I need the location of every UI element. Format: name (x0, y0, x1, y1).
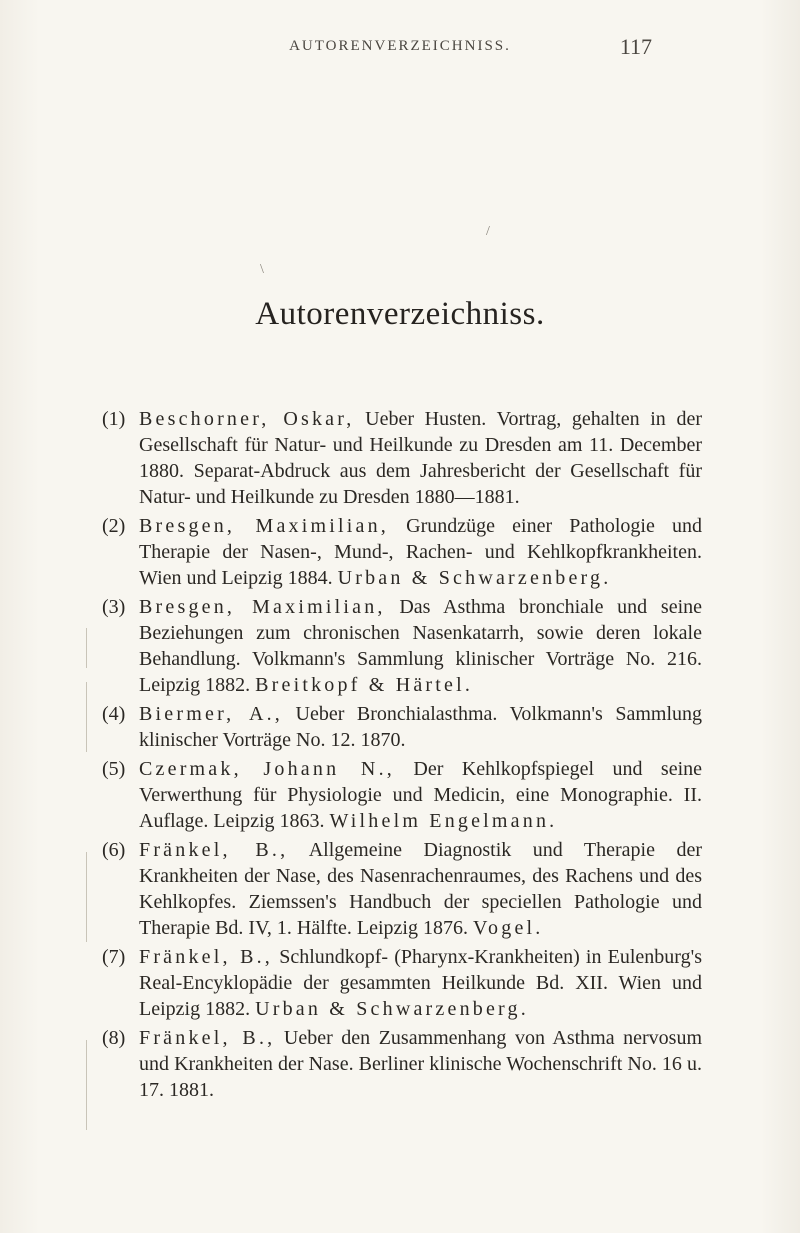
entry-author: Biermer, A., (139, 703, 283, 725)
margin-line (86, 1040, 87, 1130)
list-item (102, 837, 702, 941)
entry-author: Fränkel, B., (139, 839, 289, 861)
list-item (102, 406, 702, 510)
entry-number: (1) (102, 408, 126, 430)
stray-mark: \ (260, 262, 264, 277)
entry-text: Das Asthma bronchiale und seine Beziehungen zum chronischen Nasenkatarrh, sowie deren lokale Behandlung. Volkmann's Sammlung klinischer Vorträge No. 216. Leipzig 1882. (139, 596, 703, 696)
entry-text: Ueber Husten. Vortrag, gehalten in der Gesellschaft für Natur- und Heilkunde zu Dresden am 11. December 1880. Separat-Abdruck aus dem Jahresbericht der Gesellschaft für Natur- und Heilkunde zu Dresden 1880—1881. (139, 408, 702, 508)
entry-number: (3) (102, 596, 126, 618)
entry-text: Allgemeine Diagnostik und Therapie der Krankheiten der Nase, des Nasenrachenraumes, des Rachens und des Kehlkopfes. Ziemssen's Handbuch der speciellen Pathologie und Therapie Bd. IV, 1. Hälfte. Leipzig 1876. (139, 839, 702, 939)
author-index-list (102, 406, 702, 1106)
entry-publisher: Wilhelm Engelmann. (329, 810, 558, 832)
entry-text: Ueber den Zusammenhang von Asthma nervosum und Krankheiten der Nase. Berliner klinische Wochenschrift No. 16 u. 17. 1881. (139, 1027, 703, 1101)
margin-line (86, 628, 87, 668)
list-item (102, 944, 702, 1022)
entry-number: (4) (102, 703, 126, 725)
entry-text: Der Kehlkopfspiegel und seine Verwerthung für Physiologie und Medicin, eine Monographie. II. Auflage. Leipzig 1863. (139, 758, 703, 832)
entry-publisher: Urban & Schwarzenberg. (255, 998, 529, 1020)
page-title: Autorenverzeichniss. (255, 296, 545, 332)
entry-author: Bresgen, Maximilian, (139, 596, 386, 618)
entry-author: Czermak, Johann N., (139, 758, 395, 780)
running-head: AUTORENVERZEICHNISS. (289, 38, 511, 54)
margin-line (86, 852, 87, 942)
entry-number: (6) (102, 839, 126, 861)
entry-publisher: Breitkopf & Härtel. (255, 674, 474, 696)
list-item (102, 1025, 702, 1103)
entry-number: (5) (102, 758, 126, 780)
entry-text: Grundzüge einer Pathologie und Therapie der Nasen-, Mund-, Rachen- und Kehlkopfkrankheiten. Wien und Leipzig 1884. (139, 515, 703, 589)
page-number: 117 (619, 34, 652, 59)
list-item (102, 513, 702, 591)
list-item (102, 756, 702, 834)
entry-number: (2) (102, 515, 126, 537)
entry-author: Beschorner, Oskar, (139, 408, 355, 430)
list-item (102, 701, 702, 753)
entry-publisher: Urban & Schwarzenberg. (337, 567, 612, 589)
entry-number: (8) (102, 1027, 126, 1049)
stray-mark: / (486, 224, 490, 239)
entry-author: Bresgen, Maximilian, (139, 515, 390, 537)
entry-publisher: Vogel. (472, 917, 544, 939)
entry-author: Fränkel, B., (139, 1027, 276, 1049)
entry-text: Ueber Bronchialasthma. Volkmann's Sammlung klinischer Vorträge No. 12. 1870. (139, 703, 703, 751)
entry-author: Fränkel, B., (139, 946, 274, 968)
margin-line (86, 682, 87, 752)
entry-number: (7) (102, 946, 126, 968)
list-item (102, 594, 702, 698)
entry-text: Schlundkopf- (Pharynx-Krankheiten) in Eulenburg's Real-Encyklopädie der gesammten Heilkunde Bd. XII. Wien und Leipzig 1882. (139, 946, 702, 1020)
